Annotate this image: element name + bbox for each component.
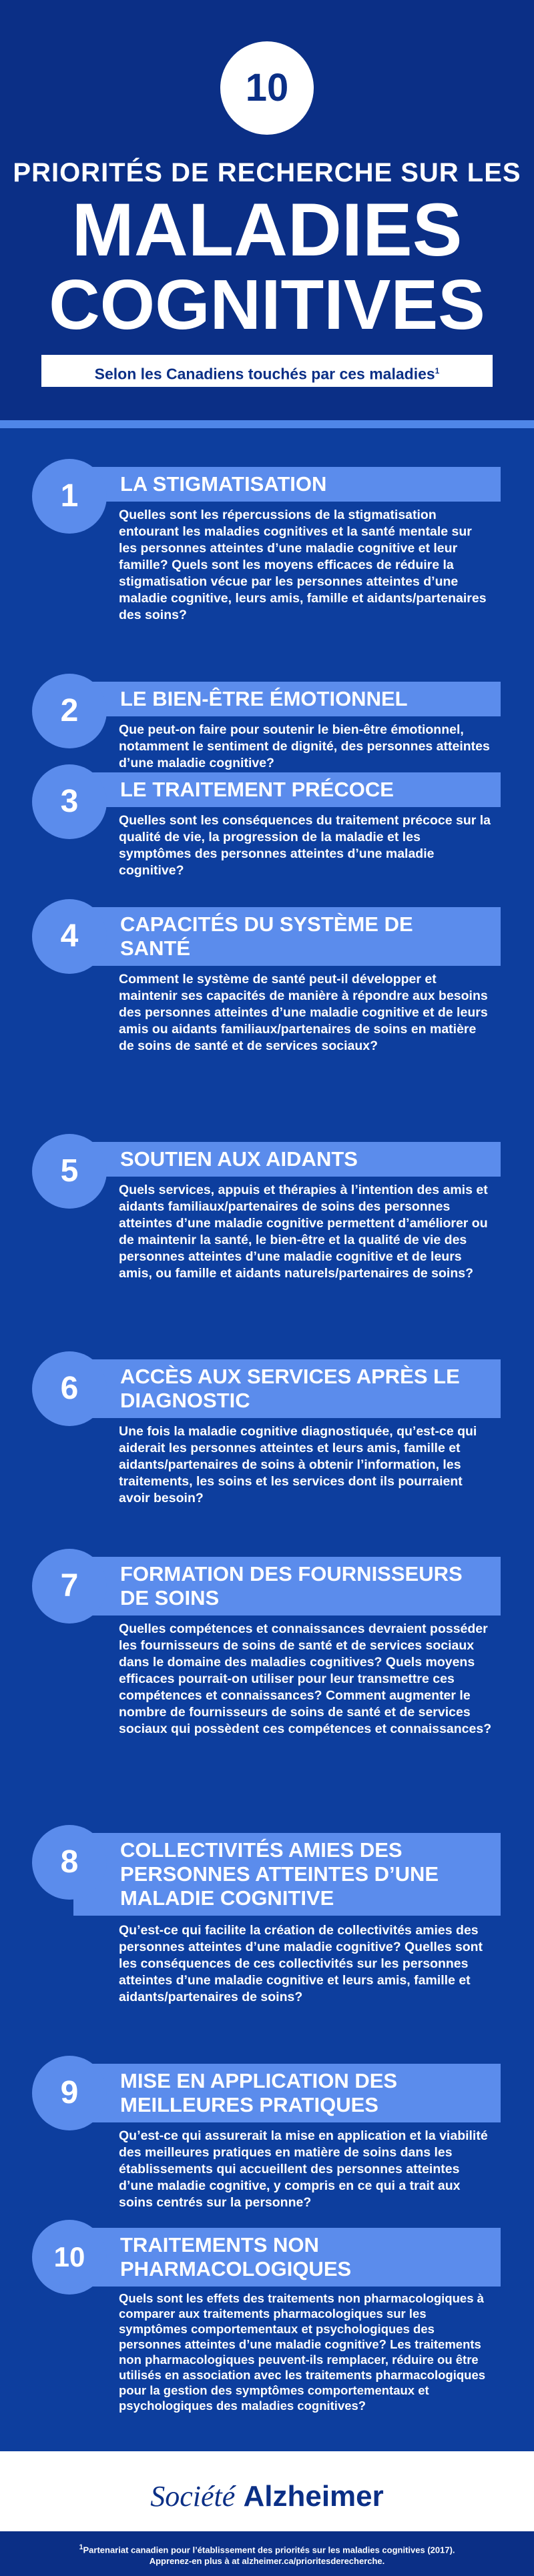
priority-title: CAPACITÉS DU SYSTÈME DE SANTÉ: [73, 907, 501, 966]
priority-description: Comment le système de santé peut-il développer et maintenir ses capacités de manière à répondre aux besoins des personnes atteintes d’une maladie cognitive et de leurs amis ou aidants familiaux/partenaires de soins en matière de soins de santé et de services sociaux?: [119, 972, 488, 1053]
footer: [0, 2451, 534, 2576]
priority-description: Quelles sont les répercussions de la stigmatisation entourant les maladies cognitives et la santé mentale sur les personnes atteintes d’une maladie cognitive et leur famille? Quels sont les moyens efficaces de réduire la stigmatisation vécue par les personnes atteintes d’une maladie cognitive, leurs amis, famille et aidants/partenaires des soins?: [119, 508, 487, 622]
priority-description: Quels sont les effets des traitements non pharmacologiques à comparer aux traitements pharmacologiques sur les symptômes comportementaux et psychologiques des personnes atteintes d’une maladie cognitive? Les traitements non pharmacologiques peuvent-ils remplacer, réduire ou être utilisés en association avec les traitements pharmacologiques pour la gestion des symptômes comportementaux et psychologiques des maladies cognitives?: [119, 2291, 486, 2413]
footnote-line1: [0, 2542, 534, 2555]
priority-number-badge: 7: [32, 1549, 107, 1624]
header-title-line1: PRIORITÉS DE RECHERCHE SUR LES: [13, 158, 521, 187]
priority-description: Quelles sont les conséquences du traitement précoce sur la qualité de vie, la progression de la maladie et les symptômes des personnes atteintes d’une maladie cognitive?: [119, 813, 491, 878]
societe-alzheimer-logo: [0, 2479, 534, 2513]
header: [0, 0, 534, 420]
priority-description: Quelles compétences et connaissances devraient posséder les fournisseurs de soins de santé et de services sociaux dans le domaine des maladies cognitives? Quels moyens efficaces pourrait-on utiliser pour leur transmettre ces compétences et connaissances? Comment augmenter le nombre de fournisseurs de soins de santé et de services sociaux qui possèdent ces compétences et connaissances?: [119, 1622, 492, 1736]
footnote: [0, 2531, 534, 2576]
priority-number-badge: 8: [32, 1825, 107, 1900]
priority-number-badge: 3: [32, 764, 107, 839]
priority-title: LA STIGMATISATION: [73, 467, 501, 502]
priority-title: ACCÈS AUX SERVICES APRÈS LE DIAGNOSTIC: [73, 1359, 501, 1418]
header-title-line3: COGNITIVES: [49, 265, 485, 344]
header-title-line2: MALADIES: [71, 188, 463, 271]
priority-number-badge: 9: [32, 2056, 107, 2130]
priority-title: FORMATION DES FOURNISSEURS DE SOINS: [73, 1557, 501, 1616]
subtitle-text: Selon les Canadiens touchés par ces maladies: [94, 365, 435, 383]
priority-title: TRAITEMENTS NON PHARMACOLOGIQUES: [73, 2228, 501, 2287]
priority-title: COLLECTIVITÉS AMIES DES PERSONNES ATTEINTES D’UNE MALADIE COGNITIVE: [73, 1833, 501, 1916]
priority-number-badge: 6: [32, 1351, 107, 1426]
priority-title: SOUTIEN AUX AIDANTS: [73, 1142, 501, 1177]
logo-text-societe: Société: [150, 2480, 236, 2513]
footnote-citation: Partenariat canadien pour l’établissement des priorités sur les maladies cognitives (2017).: [83, 2545, 455, 2555]
priority-description: Que peut-on faire pour soutenir le bien-être émotionnel, notamment le sentiment de dignité, des personnes atteintes d’une maladie cognitive?: [119, 722, 490, 770]
priority-number-badge: 5: [32, 1134, 107, 1209]
header-subtitle: [41, 355, 493, 387]
footnote-marker: 1: [79, 2543, 83, 2551]
priority-description: Qu’est-ce qui facilite la création de collectivités amies des personnes atteintes d’une maladie cognitive? Quelles sont les conséquences de ces collectivités sur les personnes atteintes d’une maladie cognitive et leurs amis, famille et aidants/partenaires de soins?: [119, 1923, 483, 2004]
footnote-line2: Apprenez-en plus à at alzheimer.ca/prioritesderecherche.: [149, 2556, 385, 2567]
logo-text-alzheimer: Alzheimer: [243, 2480, 384, 2513]
priority-number-badge: 2: [32, 674, 107, 748]
subtitle-footnote-marker: 1: [435, 366, 440, 376]
priority-number-badge: 1: [32, 459, 107, 534]
priority-number-badge: 4: [32, 899, 107, 974]
priority-description: Quels services, appuis et thérapies à l’intention des amis et aidants familiaux/partenaires de soins des personnes atteintes d’une maladie cognitive permettent d’améliorer ou de maintenir la santé, le bien-être et la qualité de vie des personnes atteintes d’une maladie cognitive et de leurs amis, ou famille et aidants naturels/partenaires de soins?: [119, 1183, 488, 1281]
header-divider-stripe: [0, 420, 534, 428]
priority-title: LE TRAITEMENT PRÉCOCE: [73, 772, 501, 807]
priority-description: Qu’est-ce qui assurerait la mise en application et la viabilité des meilleures pratiques en matière de soins dans les établissements qui accueillent des personnes atteintes d’une maladie cognitive, y compris en ce qui a trait aux soins centrés sur la personne?: [119, 2128, 488, 2210]
header-number-badge: 10: [220, 41, 314, 135]
priority-description: Une fois la maladie cognitive diagnostiquée, qu’est-ce qui aiderait les personnes atteintes et leurs amis, famille et aidants/partenaires de soins à obtenir l’information, les traitements, les soins et les services dont ils pourraient avoir besoin?: [119, 1424, 477, 1505]
priority-title: LE BIEN-ÊTRE ÉMOTIONNEL: [73, 682, 501, 716]
priority-number-badge: 10: [32, 2220, 107, 2295]
priority-title: MISE EN APPLICATION DES MEILLEURES PRATIQUES: [73, 2064, 501, 2122]
